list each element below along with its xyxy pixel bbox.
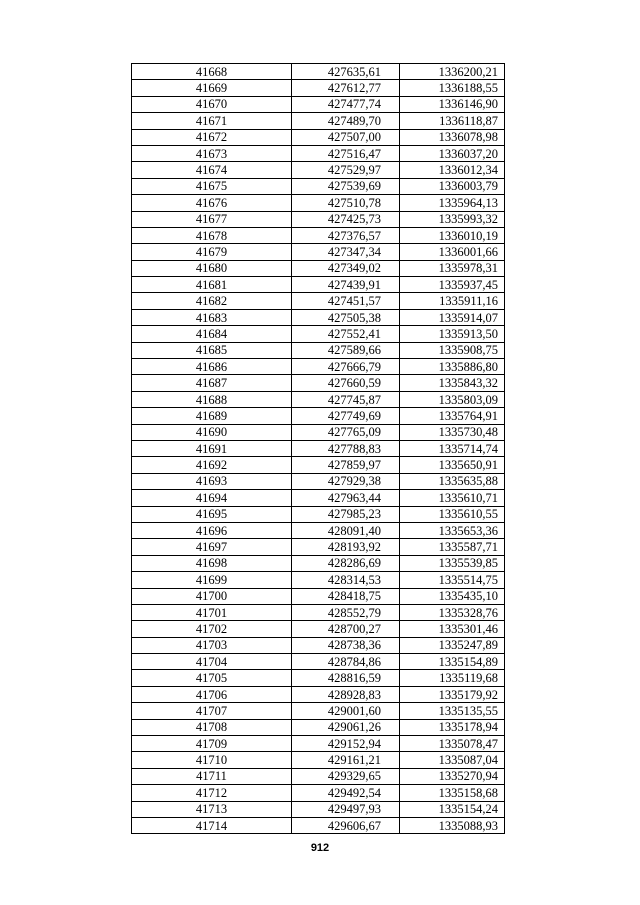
x-coordinate-cell: 429061,26	[292, 719, 400, 735]
table-row	[132, 80, 505, 96]
y-coordinate-cell: 1335937,45	[400, 277, 505, 293]
point-number-cell: 41705	[132, 670, 292, 686]
table-row	[132, 621, 505, 637]
point-number-cell: 41687	[132, 375, 292, 391]
table-row	[132, 145, 505, 161]
table-row	[132, 293, 505, 309]
table-row	[132, 670, 505, 686]
y-coordinate-cell: 1336003,79	[400, 178, 505, 194]
y-coordinate-cell: 1335587,71	[400, 539, 505, 555]
x-coordinate-cell: 427529,97	[292, 162, 400, 178]
x-coordinate-cell: 428286,69	[292, 555, 400, 571]
x-coordinate-cell: 428418,75	[292, 588, 400, 604]
table-row	[132, 391, 505, 407]
y-coordinate-cell: 1335610,71	[400, 490, 505, 506]
y-coordinate-cell: 1335978,31	[400, 260, 505, 276]
point-number-cell: 41699	[132, 572, 292, 588]
x-coordinate-cell: 427635,61	[292, 64, 400, 80]
table-row	[132, 342, 505, 358]
y-coordinate-cell: 1336010,19	[400, 227, 505, 243]
table-row	[132, 473, 505, 489]
y-coordinate-cell: 1335178,94	[400, 719, 505, 735]
table-row	[132, 785, 505, 801]
x-coordinate-cell: 427765,09	[292, 424, 400, 440]
x-coordinate-cell: 427505,38	[292, 309, 400, 325]
y-coordinate-cell: 1335650,91	[400, 457, 505, 473]
x-coordinate-cell: 427349,02	[292, 260, 400, 276]
table-row	[132, 162, 505, 178]
table-row	[132, 113, 505, 129]
x-coordinate-cell: 427666,79	[292, 359, 400, 375]
point-number-cell: 41676	[132, 195, 292, 211]
page-number: 912	[310, 842, 330, 854]
x-coordinate-cell: 427347,34	[292, 244, 400, 260]
point-number-cell: 41674	[132, 162, 292, 178]
x-coordinate-cell: 427539,69	[292, 178, 400, 194]
y-coordinate-cell: 1336001,66	[400, 244, 505, 260]
table-row	[132, 801, 505, 817]
point-number-cell: 41685	[132, 342, 292, 358]
y-coordinate-cell: 1336200,21	[400, 64, 505, 80]
point-number-cell: 41702	[132, 621, 292, 637]
point-number-cell: 41689	[132, 408, 292, 424]
x-coordinate-cell: 429161,21	[292, 752, 400, 768]
y-coordinate-cell: 1335154,24	[400, 801, 505, 817]
table-row	[132, 309, 505, 325]
x-coordinate-cell: 427425,73	[292, 211, 400, 227]
x-coordinate-cell: 427489,70	[292, 113, 400, 129]
x-coordinate-cell: 429497,93	[292, 801, 400, 817]
table-row	[132, 604, 505, 620]
table-row	[132, 178, 505, 194]
point-number-cell: 41691	[132, 440, 292, 456]
table-row	[132, 424, 505, 440]
x-coordinate-cell: 427510,78	[292, 195, 400, 211]
x-coordinate-cell: 429152,94	[292, 736, 400, 752]
table-row	[132, 129, 505, 145]
y-coordinate-cell: 1335714,74	[400, 440, 505, 456]
point-number-cell: 41677	[132, 211, 292, 227]
y-coordinate-cell: 1335913,50	[400, 326, 505, 342]
x-coordinate-cell: 428738,36	[292, 637, 400, 653]
point-number-cell: 41681	[132, 277, 292, 293]
table-row	[132, 195, 505, 211]
point-number-cell: 41694	[132, 490, 292, 506]
table-row	[132, 260, 505, 276]
table-row	[132, 703, 505, 719]
x-coordinate-cell: 428552,79	[292, 604, 400, 620]
y-coordinate-cell: 1335908,75	[400, 342, 505, 358]
y-coordinate-cell: 1335843,32	[400, 375, 505, 391]
table-row	[132, 375, 505, 391]
point-number-cell: 41675	[132, 178, 292, 194]
y-coordinate-cell: 1335610,55	[400, 506, 505, 522]
y-coordinate-cell: 1336037,20	[400, 145, 505, 161]
x-coordinate-cell: 428928,83	[292, 686, 400, 702]
point-number-cell: 41703	[132, 637, 292, 653]
y-coordinate-cell: 1335158,68	[400, 785, 505, 801]
point-number-cell: 41690	[132, 424, 292, 440]
point-number-cell: 41693	[132, 473, 292, 489]
point-number-cell: 41711	[132, 768, 292, 784]
y-coordinate-cell: 1335088,93	[400, 817, 505, 833]
x-coordinate-cell: 427929,38	[292, 473, 400, 489]
point-number-cell: 41670	[132, 96, 292, 112]
table-row	[132, 277, 505, 293]
y-coordinate-cell: 1335653,36	[400, 522, 505, 538]
x-coordinate-cell: 428784,86	[292, 654, 400, 670]
table-row	[132, 522, 505, 538]
x-coordinate-cell: 427477,74	[292, 96, 400, 112]
y-coordinate-cell: 1335914,07	[400, 309, 505, 325]
table-row	[132, 736, 505, 752]
table-row	[132, 359, 505, 375]
y-coordinate-cell: 1335078,47	[400, 736, 505, 752]
table-row	[132, 637, 505, 653]
y-coordinate-cell: 1335270,94	[400, 768, 505, 784]
y-coordinate-cell: 1335730,48	[400, 424, 505, 440]
x-coordinate-cell: 427963,44	[292, 490, 400, 506]
y-coordinate-cell: 1335886,80	[400, 359, 505, 375]
y-coordinate-cell: 1335154,89	[400, 654, 505, 670]
point-number-cell: 41709	[132, 736, 292, 752]
y-coordinate-cell: 1335764,91	[400, 408, 505, 424]
point-number-cell: 41712	[132, 785, 292, 801]
x-coordinate-cell: 428193,92	[292, 539, 400, 555]
table-row	[132, 555, 505, 571]
y-coordinate-cell: 1335135,55	[400, 703, 505, 719]
point-number-cell: 41688	[132, 391, 292, 407]
x-coordinate-cell: 428700,27	[292, 621, 400, 637]
table-row	[132, 227, 505, 243]
x-coordinate-cell: 427749,69	[292, 408, 400, 424]
point-number-cell: 41669	[132, 80, 292, 96]
point-number-cell: 41714	[132, 817, 292, 833]
x-coordinate-cell: 428816,59	[292, 670, 400, 686]
point-number-cell: 41684	[132, 326, 292, 342]
table-row	[132, 539, 505, 555]
table-row	[132, 719, 505, 735]
x-coordinate-cell: 429492,54	[292, 785, 400, 801]
x-coordinate-cell: 429606,67	[292, 817, 400, 833]
table-row	[132, 506, 505, 522]
x-coordinate-cell: 427859,97	[292, 457, 400, 473]
x-coordinate-cell: 428091,40	[292, 522, 400, 538]
x-coordinate-cell: 429001,60	[292, 703, 400, 719]
y-coordinate-cell: 1335993,32	[400, 211, 505, 227]
point-number-cell: 41700	[132, 588, 292, 604]
y-coordinate-cell: 1335964,13	[400, 195, 505, 211]
point-number-cell: 41696	[132, 522, 292, 538]
table-row	[132, 686, 505, 702]
x-coordinate-cell: 427985,23	[292, 506, 400, 522]
point-number-cell: 41701	[132, 604, 292, 620]
table-row	[132, 440, 505, 456]
x-coordinate-cell: 427376,57	[292, 227, 400, 243]
y-coordinate-cell: 1336012,34	[400, 162, 505, 178]
table-row	[132, 752, 505, 768]
point-number-cell: 41695	[132, 506, 292, 522]
point-number-cell: 41682	[132, 293, 292, 309]
table-row	[132, 408, 505, 424]
coordinates-table	[131, 63, 505, 834]
x-coordinate-cell: 427660,59	[292, 375, 400, 391]
y-coordinate-cell: 1335179,92	[400, 686, 505, 702]
point-number-cell: 41698	[132, 555, 292, 571]
table-row	[132, 768, 505, 784]
x-coordinate-cell: 427745,87	[292, 391, 400, 407]
y-coordinate-cell: 1336118,87	[400, 113, 505, 129]
table-row	[132, 326, 505, 342]
point-number-cell: 41707	[132, 703, 292, 719]
y-coordinate-cell: 1335635,88	[400, 473, 505, 489]
point-number-cell: 41697	[132, 539, 292, 555]
point-number-cell: 41672	[132, 129, 292, 145]
x-coordinate-cell: 427451,57	[292, 293, 400, 309]
point-number-cell: 41710	[132, 752, 292, 768]
y-coordinate-cell: 1335514,75	[400, 572, 505, 588]
point-number-cell: 41679	[132, 244, 292, 260]
table-row	[132, 96, 505, 112]
point-number-cell: 41678	[132, 227, 292, 243]
point-number-cell: 41671	[132, 113, 292, 129]
table-row	[132, 457, 505, 473]
x-coordinate-cell: 427516,47	[292, 145, 400, 161]
y-coordinate-cell: 1335247,89	[400, 637, 505, 653]
x-coordinate-cell: 427788,83	[292, 440, 400, 456]
x-coordinate-cell: 427507,00	[292, 129, 400, 145]
y-coordinate-cell: 1335119,68	[400, 670, 505, 686]
table-row	[132, 588, 505, 604]
table-row	[132, 490, 505, 506]
x-coordinate-cell: 429329,65	[292, 768, 400, 784]
coordinates-table-body	[132, 64, 505, 834]
point-number-cell: 41692	[132, 457, 292, 473]
point-number-cell: 41668	[132, 64, 292, 80]
x-coordinate-cell: 427439,91	[292, 277, 400, 293]
y-coordinate-cell: 1336146,90	[400, 96, 505, 112]
point-number-cell: 41686	[132, 359, 292, 375]
table-row	[132, 654, 505, 670]
y-coordinate-cell: 1335328,76	[400, 604, 505, 620]
y-coordinate-cell: 1335087,04	[400, 752, 505, 768]
table-row	[132, 572, 505, 588]
y-coordinate-cell: 1336188,55	[400, 80, 505, 96]
point-number-cell: 41704	[132, 654, 292, 670]
point-number-cell: 41706	[132, 686, 292, 702]
y-coordinate-cell: 1335435,10	[400, 588, 505, 604]
y-coordinate-cell: 1336078,98	[400, 129, 505, 145]
point-number-cell: 41683	[132, 309, 292, 325]
y-coordinate-cell: 1335911,16	[400, 293, 505, 309]
point-number-cell: 41708	[132, 719, 292, 735]
x-coordinate-cell: 427589,66	[292, 342, 400, 358]
point-number-cell: 41673	[132, 145, 292, 161]
x-coordinate-cell: 427552,41	[292, 326, 400, 342]
point-number-cell: 41680	[132, 260, 292, 276]
y-coordinate-cell: 1335539,85	[400, 555, 505, 571]
y-coordinate-cell: 1335803,09	[400, 391, 505, 407]
table-row	[132, 817, 505, 833]
table-row	[132, 64, 505, 80]
point-number-cell: 41713	[132, 801, 292, 817]
table-row	[132, 211, 505, 227]
table-row	[132, 244, 505, 260]
x-coordinate-cell: 427612,77	[292, 80, 400, 96]
y-coordinate-cell: 1335301,46	[400, 621, 505, 637]
x-coordinate-cell: 428314,53	[292, 572, 400, 588]
